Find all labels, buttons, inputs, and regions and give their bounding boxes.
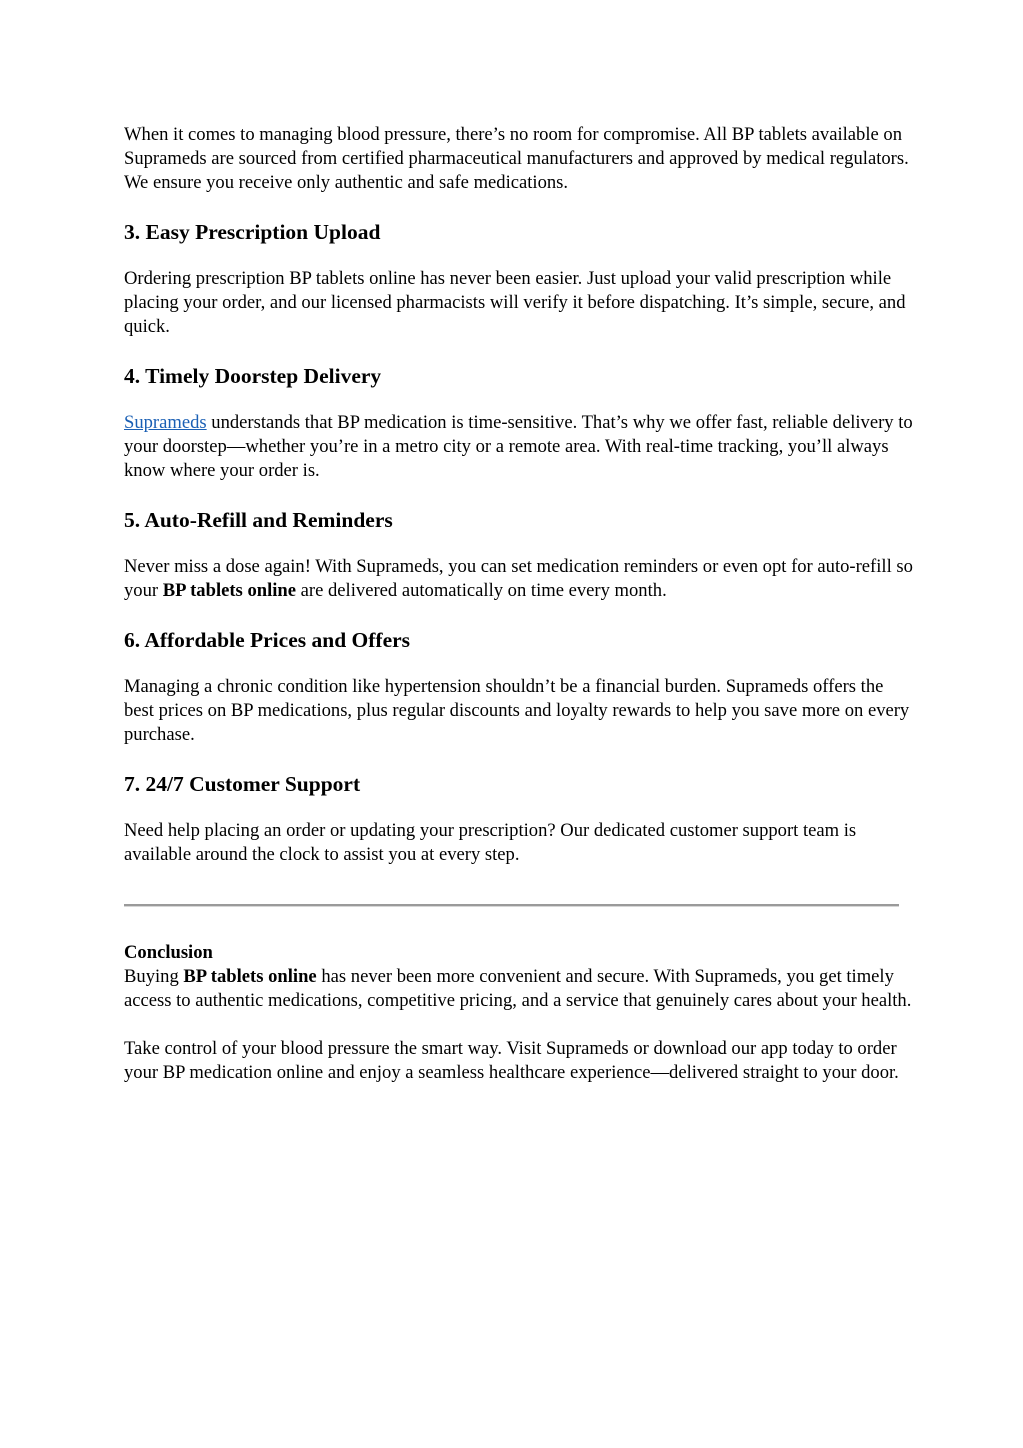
- document-page: [124, 123, 914, 1085]
- heading-easy-prescription-upload: 3. Easy Prescription Upload: [124, 220, 381, 244]
- conclusion-paragraph: [124, 965, 914, 1013]
- suprameds-link[interactable]: Suprameds: [124, 412, 207, 433]
- heading-timely-doorstep-delivery: 4. Timely Doorstep Delivery: [124, 364, 382, 388]
- intro-paragraph: When it comes to managing blood pressure, there’s no room for compromise. All BP tablets available on Suprameds are sourced from certified pharmaceutical manufacturers and approved by medical regulators. We ensure you receive only authentic and safe medications.: [124, 124, 909, 193]
- horizontal-divider: [124, 904, 899, 907]
- heading-customer-support: 7. 24/7 Customer Support: [124, 772, 361, 796]
- conclusion-pre: Buying: [124, 966, 184, 987]
- refill-body-bold: BP tablets online: [162, 580, 297, 601]
- paragraph-easy-prescription-upload: Ordering prescription BP tablets online has never been easier. Just upload your valid prescription while placing your order, and our licensed pharmacists will verify it before dispatching. It’s simple, secure, and quick.: [124, 268, 906, 337]
- delivery-body-text: understands that BP medication is time-sensitive. That’s why we offer fast, reliable delivery to your doorstep—whether you’re in a metro city or a remote area. With real-time tracking, you’ll always know where your order is.: [124, 412, 913, 481]
- paragraph-auto-refill-reminders: [124, 555, 914, 603]
- paragraph-timely-doorstep-delivery: [124, 411, 914, 483]
- heading-affordable-prices: 6. Affordable Prices and Offers: [124, 628, 411, 652]
- heading-auto-refill-reminders: 5. Auto-Refill and Reminders: [124, 508, 393, 532]
- conclusion-post: has never been more convenient and secure. With Suprameds, you get timely access to authentic medications, competitive pricing, and a service that genuinely cares about your health.: [124, 966, 912, 1011]
- paragraph-customer-support: Need help placing an order or updating your prescription? Our dedicated customer support team is available around the clock to assist you at every step.: [124, 820, 857, 865]
- refill-body-pre: Never miss a dose again! With Suprameds, you can set medication reminders or even opt for auto-refill so your: [124, 556, 913, 601]
- conclusion-bold: BP tablets online: [183, 966, 317, 987]
- refill-body-post: are delivered automatically on time every month.: [296, 580, 667, 601]
- conclusion-title: Conclusion: [124, 942, 213, 963]
- closing-paragraph: Take control of your blood pressure the smart way. Visit Suprameds or download our app today to order your BP medication online and enjoy a seamless healthcare experience—delivered straight to your door.: [124, 1038, 899, 1083]
- paragraph-affordable-prices: Managing a chronic condition like hypertension shouldn’t be a financial burden. Suprameds offers the best prices on BP medications, plus regular discounts and loyalty rewards to help you save more on every purchase.: [124, 676, 910, 745]
